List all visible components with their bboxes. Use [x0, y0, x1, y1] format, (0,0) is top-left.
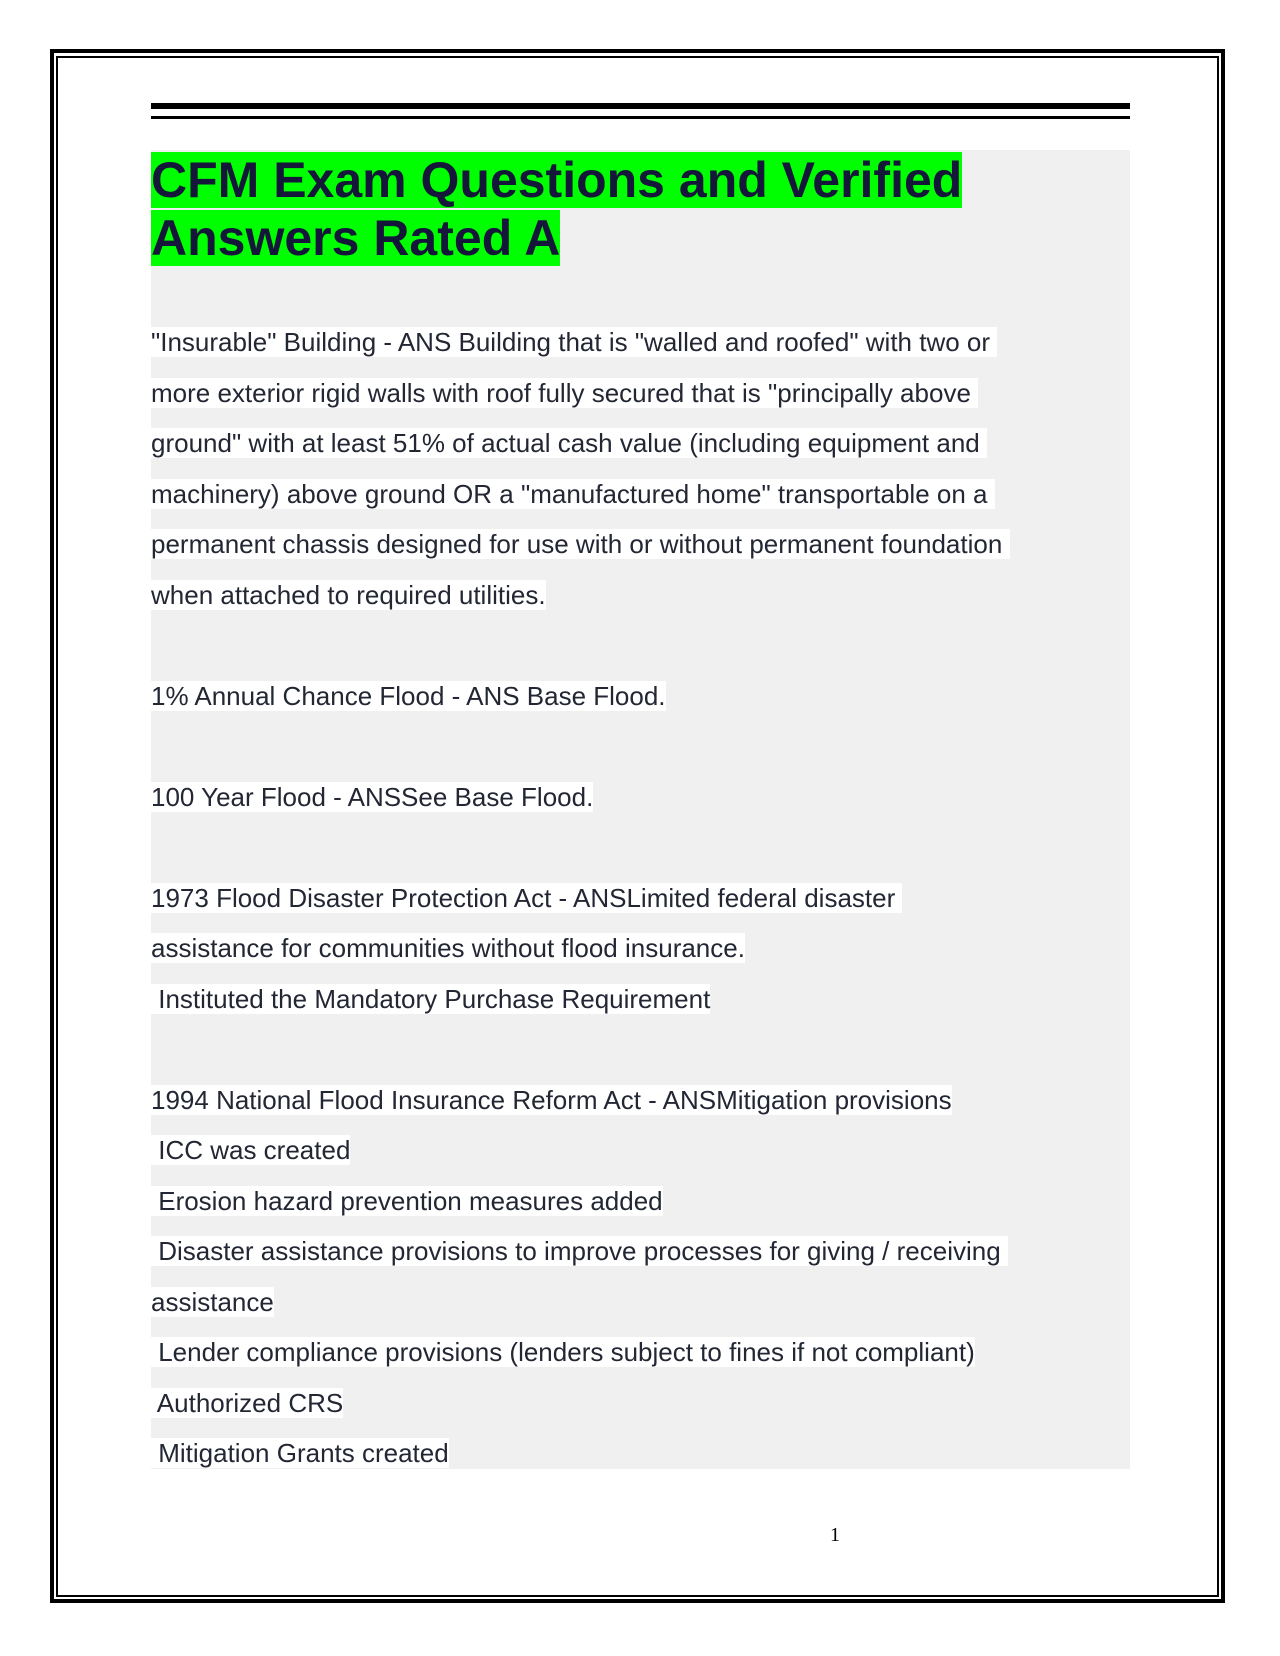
text-line: 100 Year Flood - ANSSee Base Flood. [151, 781, 594, 812]
text-line: when attached to required utilities. [151, 579, 546, 610]
text-line: Disaster assistance provisions to improve processes for giving / receiving [151, 1236, 1008, 1266]
blank-line [151, 721, 1130, 772]
header-rule-thin [151, 116, 1130, 119]
title-line-2: Answers Rated A [151, 210, 561, 266]
blank-line [151, 822, 1130, 873]
text-line: Authorized CRS [151, 1387, 344, 1418]
text-line: Erosion hazard prevention measures added [151, 1185, 663, 1216]
page-number: 1 [830, 1524, 840, 1546]
text-line: assistance [151, 1286, 274, 1317]
text-line: 1994 National Flood Insurance Reform Act - ANSMitigation provisions [151, 1084, 952, 1115]
text-line: "Insurable" Building - ANS Building that is "walled and roofed" with two or [151, 327, 998, 357]
text-line: 1% Annual Chance Flood - ANS Base Flood. [151, 680, 666, 711]
text-line: machinery) above ground OR a "manufactured home" transportable on a [151, 478, 995, 509]
text-line: Lender compliance provisions (lenders subject to fines if not compliant) [151, 1337, 975, 1367]
text-line: Mitigation Grants created [151, 1438, 449, 1468]
text-line: 1973 Flood Disaster Protection Act - ANSLimited federal disaster [151, 882, 903, 913]
text-line: Instituted the Mandatory Purchase Requirement [151, 983, 711, 1014]
blank-line [151, 620, 1130, 671]
text-line: more exterior rigid walls with roof fully secured that is "principally above [151, 377, 979, 408]
header-rule-thick [151, 103, 1130, 109]
text-line: assistance for communities without flood insurance. [151, 933, 745, 963]
document-title [151, 151, 962, 267]
text-line: ground" with at least 51% of actual cash value (including equipment and [151, 428, 987, 458]
document-body [151, 317, 1130, 1479]
title-line-1: CFM Exam Questions and Verified [151, 152, 963, 208]
text-line: permanent chassis designed for use with or without permanent foundation [151, 529, 1010, 559]
blank-line [151, 1024, 1130, 1075]
text-line: ICC was created [151, 1135, 351, 1165]
